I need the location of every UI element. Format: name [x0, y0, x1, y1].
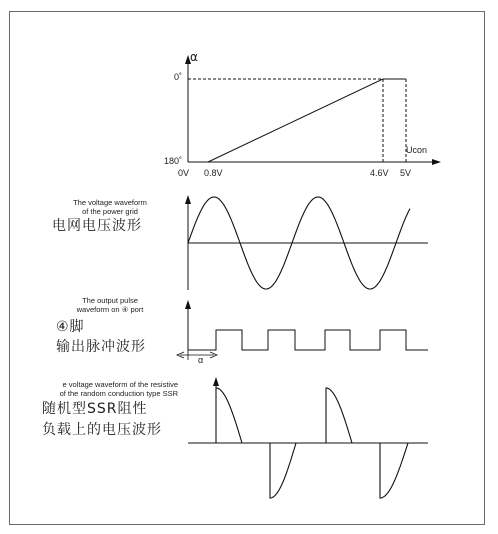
- chart1-x-axis-label: Ucon: [406, 145, 428, 155]
- ssr-load-voltage-chart: [188, 377, 428, 498]
- chart3-label-en-2: waveform on ④ port: [76, 305, 144, 314]
- grid-voltage-chart: [185, 195, 428, 290]
- chart3-y-arrow: [185, 300, 191, 309]
- chart2-y-arrow: [185, 195, 191, 204]
- chart1-x-tick-5v: 5V: [400, 168, 412, 178]
- chart3-label-en-1: The output pulse: [82, 296, 138, 305]
- chart1-x-arrow: [432, 159, 441, 165]
- chart2-label-cn: 电网电压波形: [52, 218, 142, 234]
- chart1-ramp-line: [208, 79, 383, 162]
- chart4-label-en-1: e voltage waveform of the resistive: [62, 380, 178, 389]
- chart4-label-cn-2: 负载上的电压波形: [42, 422, 162, 438]
- chart1-x-tick-0v: 0V: [178, 168, 190, 178]
- output-pulse-chart: [177, 300, 428, 360]
- chart4-label-en-2: of the random conduction type SSR: [59, 389, 178, 398]
- chart4-label-cn-1: 随机型SSR阻性: [42, 401, 148, 417]
- chart1-y-bottom-label: 180˚: [163, 156, 182, 166]
- chart1-y-axis-label: α: [190, 50, 199, 64]
- pulse-train: [188, 330, 428, 350]
- chart2-label-en-1: The voltage waveform: [73, 198, 147, 207]
- chart2-label-en-2: of the power grid: [82, 207, 138, 216]
- control-curve-chart: [185, 55, 441, 165]
- chart3-label-cn-2: 输出脉冲波形: [56, 339, 146, 355]
- chart4-y-arrow: [213, 377, 219, 386]
- chart3-label-cn-1: ④脚: [56, 319, 85, 335]
- chart1-x-tick-4-6v: 4.6V: [370, 168, 389, 178]
- alpha-delay-label: α: [198, 355, 204, 365]
- chart1-x-tick-0-8v: 0.8V: [204, 168, 223, 178]
- chart1-y-top-label: 0˚: [173, 72, 182, 82]
